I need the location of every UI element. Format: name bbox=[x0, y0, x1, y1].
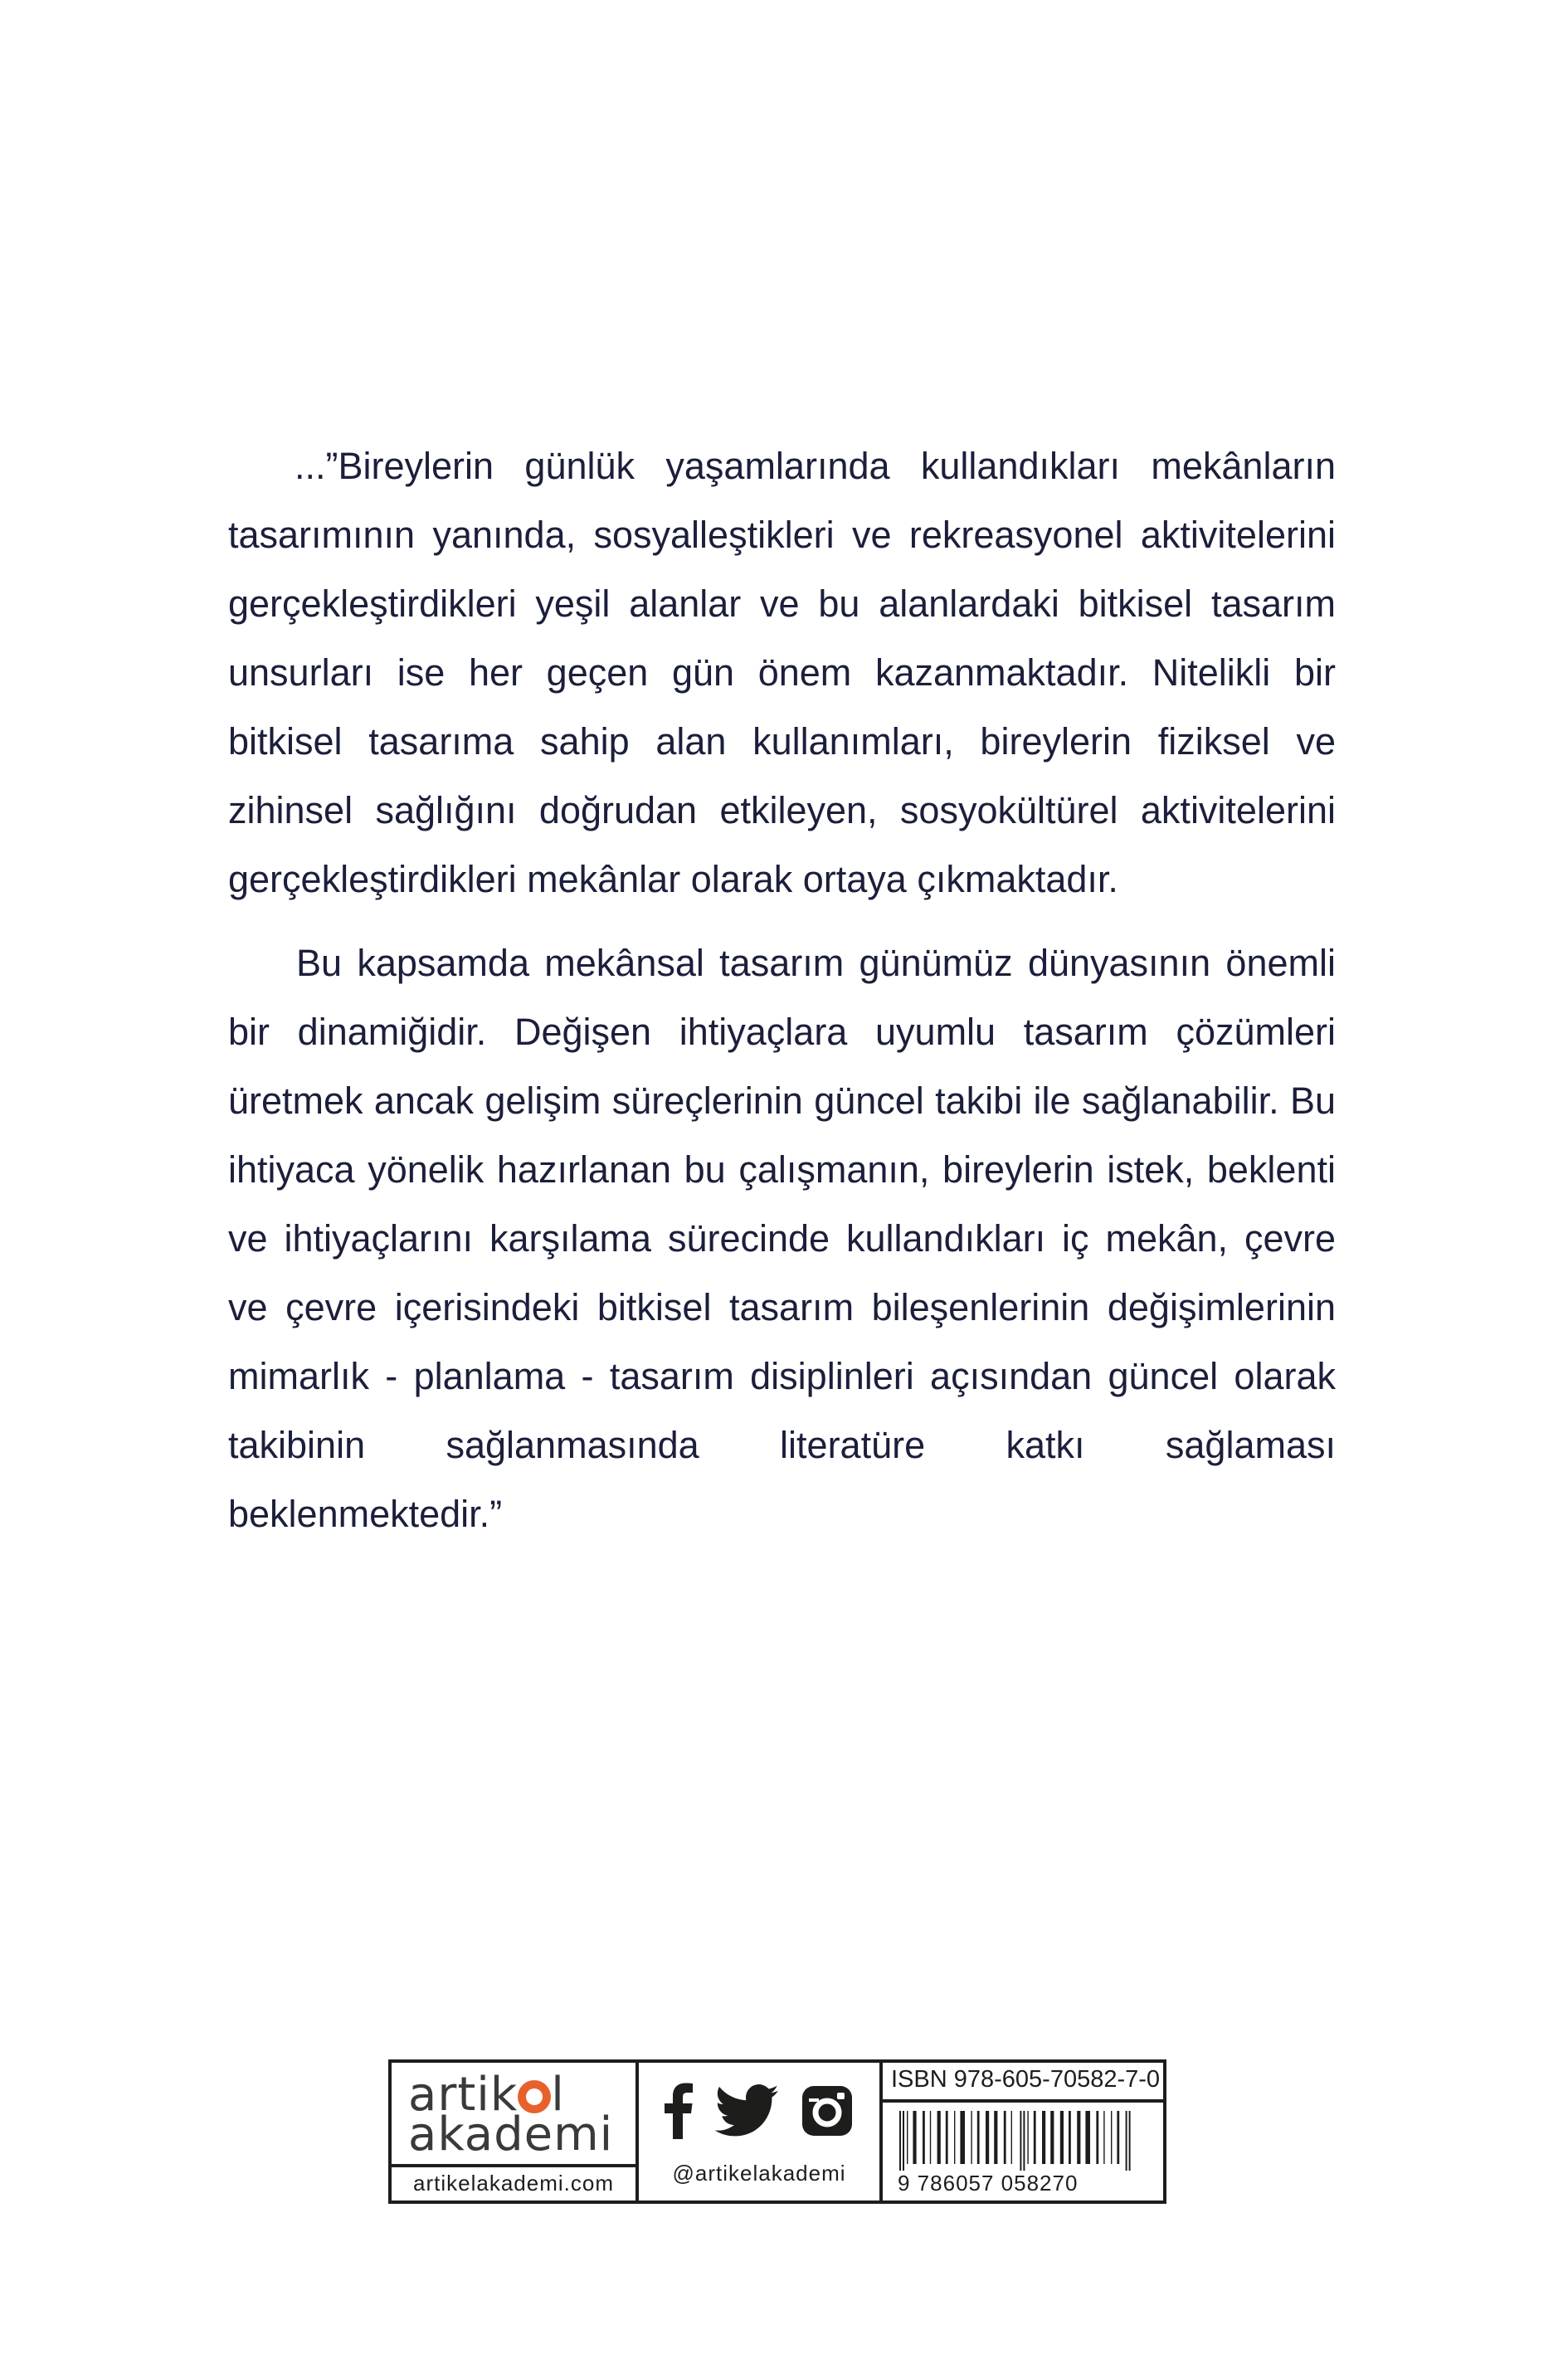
social-icons bbox=[639, 2081, 879, 2141]
barcode-bar bbox=[1117, 2111, 1119, 2164]
twitter-icon[interactable] bbox=[714, 2084, 779, 2137]
barcode-bar bbox=[1004, 2111, 1006, 2164]
instagram-icon[interactable] bbox=[801, 2084, 854, 2137]
barcode-bar bbox=[1085, 2111, 1090, 2164]
publisher-info-box bbox=[388, 2059, 1166, 2204]
barcode-bar bbox=[1126, 2111, 1127, 2171]
isbn-cell bbox=[883, 2063, 1163, 2200]
barcode-bar bbox=[1027, 2111, 1028, 2164]
publisher-logo: artik l bbox=[408, 2068, 565, 2122]
barcode-bar bbox=[1103, 2111, 1104, 2164]
barcode-bar bbox=[1042, 2111, 1045, 2164]
barcode-bar bbox=[913, 2111, 916, 2164]
barcode-bar bbox=[986, 2111, 989, 2164]
publisher-logo-cell bbox=[392, 2063, 639, 2200]
barcode-bar bbox=[1060, 2111, 1064, 2164]
barcode-bar bbox=[1050, 2111, 1054, 2164]
divider bbox=[392, 2164, 635, 2167]
barcode-bar bbox=[1111, 2111, 1112, 2164]
barcode-bar bbox=[1023, 2111, 1025, 2171]
barcode-bar bbox=[954, 2111, 955, 2164]
barcode-bar bbox=[994, 2111, 997, 2164]
barcode-bar bbox=[1034, 2111, 1036, 2164]
barcode-bar bbox=[1077, 2111, 1080, 2164]
barcode-bar bbox=[923, 2111, 925, 2164]
barcode-bar bbox=[1096, 2111, 1098, 2164]
barcode-bar bbox=[903, 2111, 904, 2171]
barcode-bar bbox=[1069, 2111, 1071, 2164]
publisher-logo-subtitle: akademi bbox=[408, 2108, 614, 2161]
barcode bbox=[898, 2111, 1138, 2171]
barcode-bar bbox=[946, 2111, 948, 2164]
barcode-bar bbox=[930, 2111, 931, 2164]
isbn-number: ISBN 978-605-70582-7-0 bbox=[891, 2066, 1161, 2093]
facebook-icon[interactable] bbox=[665, 2083, 693, 2139]
barcode-bar bbox=[907, 2111, 908, 2164]
barcode-bar bbox=[937, 2111, 941, 2164]
blurb-paragraph-2: Bu kapsamda mekânsal tasarım günümüz dünyasının önemli bir dinamiğidir. Değişen ihtiyaçlara uyumlu tasarım çözümleri üretmek ancak gelişim süreçlerinin güncel takibi ile sağlanabilir. Bu ihtiyaca yönelik hazırlanan bu çalışmanın, bireylerin istek, beklenti ve ihtiyaçlarını karşılama sürecinde kullandıkları iç mekân, çevre ve çevre içerisindeki bitkisel tasarım bileşenlerinin değişimlerinin mimarlık - planlama - tasarım disiplinleri açısından güncel olarak takibinin sağlanmasında literatüre katkı sağlaması beklenmektedir.” bbox=[228, 942, 1336, 1535]
barcode-digits: 9 786057 058270 bbox=[898, 2171, 1079, 2196]
divider bbox=[883, 2099, 1163, 2103]
barcode-bar bbox=[1020, 2111, 1021, 2171]
barcode-bar bbox=[960, 2111, 965, 2164]
back-cover-blurb bbox=[228, 431, 1336, 1563]
barcode-bar bbox=[1011, 2111, 1012, 2164]
blurb-paragraph-1: ...”Bireylerin günlük yaşamlarında kullandıkları mekânların tasarımının yanında, sosyalleştikleri ve rekreasyonel aktivitelerini gerçekleştirdikleri yeşil alanlar ve bu alanlardaki bitkisel tasarım unsurları ise her geçen gün önem kazanmaktadır. Nitelikli bir bitkisel tasarıma sahip alan kullanımları, bireylerin fiziksel ve zihinsel sağlığını doğrudan etkileyen, sosyokültürel aktivitelerini gerçekleştirdikleri mekânlar olarak ortaya çıkmaktadır. bbox=[228, 445, 1336, 900]
publisher-website[interactable]: artikelakademi.com bbox=[413, 2171, 614, 2196]
barcode-bar bbox=[899, 2111, 901, 2171]
social-handle[interactable]: @artikelakademi bbox=[672, 2161, 846, 2186]
social-media-cell bbox=[639, 2063, 883, 2200]
barcode-bar bbox=[977, 2111, 980, 2164]
barcode-bar bbox=[1129, 2111, 1131, 2171]
